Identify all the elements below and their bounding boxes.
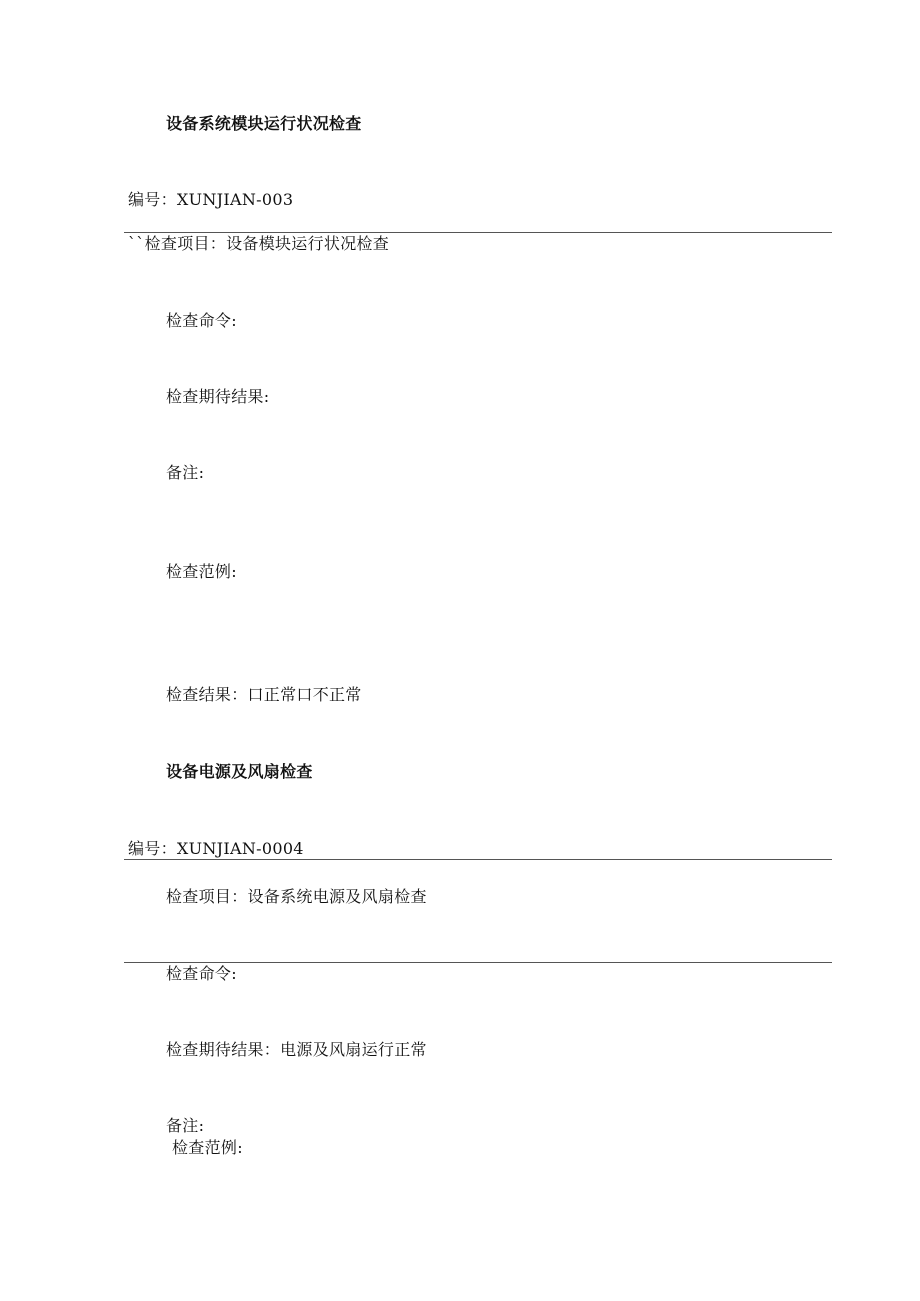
section1-check-command: 检查命令: (166, 311, 237, 330)
section1-check-example: 检查范例: (166, 562, 237, 581)
section2-divider-bottom (124, 962, 832, 963)
section1-divider (124, 232, 832, 233)
section2-check-command: 检查命令: (166, 964, 237, 983)
section2-title: 设备电源及风扇检查 (166, 762, 313, 781)
section1-expected-result: 检查期待结果: (166, 387, 270, 406)
section1-remarks: 备注: (166, 463, 205, 482)
section1-check-item: ``检查项目：设备模块运行状况检查 (128, 234, 390, 253)
section2-check-example: 检查范例: (172, 1138, 243, 1157)
section2-check-item: 检查项目：设备系统电源及风扇检查 (166, 887, 427, 906)
section2-remarks: 备注: (166, 1116, 205, 1135)
section2-expected-result: 检查期待结果：电源及风扇运行正常 (166, 1040, 427, 1059)
section2-divider-top (124, 859, 832, 860)
section2-number: 编号：XUNJIAN-0004 (128, 839, 304, 858)
section1-check-result: 检查结果：口正常口不正常 (166, 685, 362, 704)
section1-number: 编号：XUNJIAN-003 (128, 190, 294, 209)
section1-title: 设备系统模块运行状况检查 (166, 114, 362, 133)
